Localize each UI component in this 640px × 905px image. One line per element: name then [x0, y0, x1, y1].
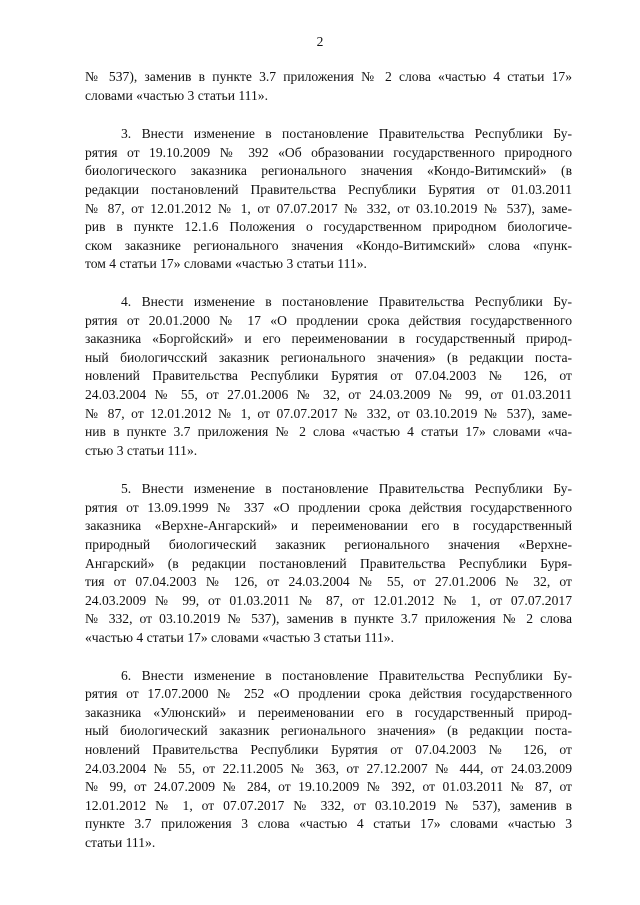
page-number: 2 — [316, 34, 324, 49]
paragraph-item-3 — [85, 125, 572, 274]
paragraph-item-4 — [85, 293, 572, 460]
text-line: новлений Правительства Республики Бурятия от 07.04.2003 № 126, от — [85, 742, 572, 757]
text-line: ный биологичсский заказник регионального значения» (в редакции поста- — [85, 349, 572, 365]
text-line: № 537), заменив в пункте 3.7 приложения № 2 слова «частью 4 статьи 17» — [85, 69, 572, 84]
text-line: заказника «Боргойский» и его переименовании в государственный природ- — [85, 331, 572, 347]
text-line: рятия от 17.07.2000 № 252 «О продлении срока действия государственного — [85, 686, 572, 702]
paragraph-item-6 — [85, 667, 572, 853]
paragraph-continuation — [85, 68, 572, 105]
text-line: редакции постановлений Правительства Республики Бурятия от 01.03.2011 — [85, 181, 572, 197]
text-line: Ангарский» (в редакции постановлений Правительства Республики Буря- — [85, 555, 572, 571]
text-line: заказника «Улюнский» и переименовании его в государственный природ- — [85, 704, 572, 720]
text-line: 4. Внести изменение в постановление Правительства Республики Бу- — [121, 293, 572, 309]
text-line: том 4 статьи 17» словами «частью 3 статьи 111». — [85, 256, 367, 272]
text-line: № 87, от 12.01.2012 № 1, от 07.07.2017 № 332, от 03.10.2019 № 537), заме- — [85, 405, 572, 421]
text-line: 24.03.2004 № 55, от 27.01.2006 № 32, от 24.03.2009 № 99, от 01.03.2011 — [85, 386, 572, 402]
text-line: 6. Внести изменение в постановление Правительства Республики Бу- — [121, 667, 572, 683]
text-line: 3. Внести изменение в постановление Правительства Республики Бу- — [121, 126, 572, 142]
text-line: 12.01.2012 № 1, от 07.07.2017 № 332, от 03.10.2019 № 537), заменив в — [85, 797, 572, 813]
text-line: ный биологический заказник регионального значения» (в редакции поста- — [85, 723, 572, 739]
text-line: № 99, от 24.07.2009 № 284, от 19.10.2009 № 392, от 01.03.2011 № 87, от — [85, 779, 572, 795]
text-line: рятия от 19.10.2009 № 392 «Об образовании государственного природного — [85, 144, 572, 160]
text-line: нив в пункте 3.7 приложения № 2 слова «частью 4 статьи 17» словами «ча- — [85, 424, 572, 440]
text-line: 24.03.2009 № 99, от 01.03.2011 № 87, от 12.01.2012 № 1, от 07.07.2017 — [85, 592, 572, 608]
text-line: пункте 3.7 приложения 3 слова «частью 4 статьи 17» словами «частью 3 — [85, 816, 572, 832]
text-line: словами «частью 3 статьи 111». — [85, 87, 268, 103]
text-line: ском заказнике регионального значения «Кондо-Витимский» слова «пунк- — [85, 237, 572, 253]
text-line: № 87, от 12.01.2012 № 1, от 07.07.2017 № 332, от 03.10.2019 № 537), заме- — [85, 200, 572, 216]
text-line: биологического заказника регионального значения «Кондо-Витимский» (в — [85, 163, 572, 179]
text-line: рятия от 13.09.1999 № 337 «О продлении срока действия государственного — [85, 499, 572, 515]
paragraph-item-5 — [85, 480, 572, 647]
text-line: тия от 07.04.2003 № 126, от 24.03.2004 № 55, от 27.01.2006 № 32, от — [85, 574, 572, 590]
text-line: рив в пункте 12.1.6 Положения о государственном природном биологиче- — [85, 219, 572, 235]
text-line: «частью 4 статьи 17» словами «частью 3 статьи 111». — [85, 630, 394, 646]
text-line: 5. Внести изменение в постановление Правительства Республики Бу- — [121, 481, 572, 497]
text-line: новлений Правительства Республики Бурятия от 07.04.2003 № 126, от — [85, 368, 572, 384]
text-line: стью 3 статьи 111». — [85, 442, 198, 458]
text-line: статьи 111». — [85, 834, 156, 850]
text-line: № 332, от 03.10.2019 № 537), заменив в пункте 3.7 приложения № 2 слова — [85, 611, 572, 627]
text-line: рятия от 20.01.2000 № 17 «О продлении срока действия государственного — [85, 312, 572, 328]
document-body — [85, 68, 572, 853]
text-line: 24.03.2004 № 55, от 22.11.2005 № 363, от 27.12.2007 № 444, от 24.03.2009 — [85, 760, 572, 776]
text-line: природный биологический заказник регионального значения «Верхне- — [85, 537, 572, 553]
text-line: заказника «Верхне-Ангарский» и переименовании его в государственный — [85, 518, 572, 534]
